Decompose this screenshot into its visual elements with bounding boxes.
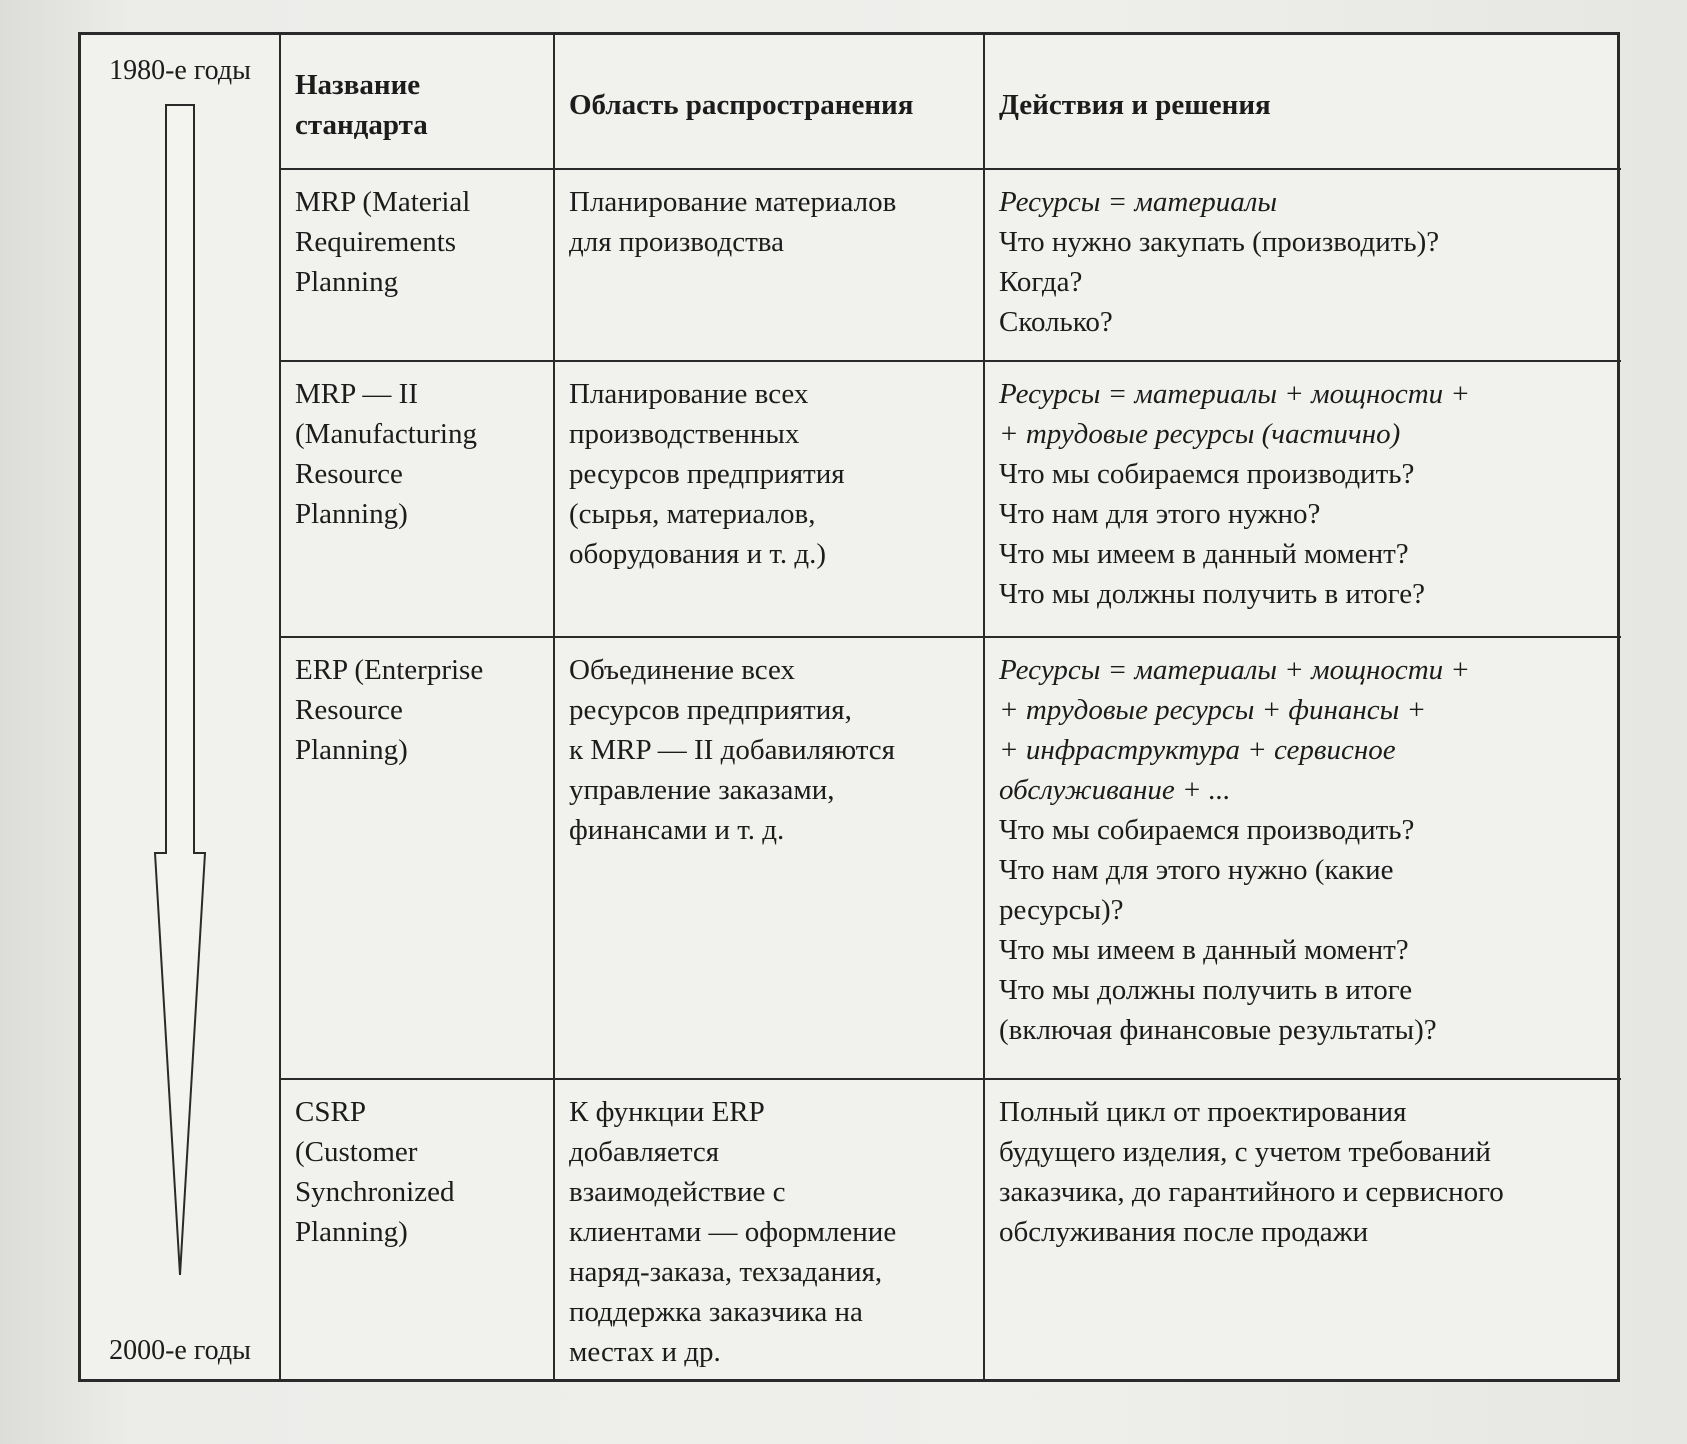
cell-actions: Полный цикл от проектирования будущего изделия, с учетом требований заказчика, до гарантийного и сервисного обслуживания после продажи [984,1079,1621,1379]
cell-standard-name: MRP (Material Requirements Planning [280,169,554,361]
cell-actions: Ресурсы = материалы + мощности + + трудовые ресурсы (частично) Что мы собираемся производить? Что нам для этого нужно? Что мы имеем в данный момент? Что мы должны получить в итоге? [984,361,1621,637]
cell-actions: Ресурсы = материалы + мощности + + трудовые ресурсы + финансы + + инфраструктура + сервисное обслуживание + ... Что мы собираемся производить? Что нам для этого нужно (какие ресурсы)? Что мы имеем в данный момент? Что мы должны получить в итоге (включая финансовые результаты)? [984,637,1621,1079]
header-scope: Область распространения [554,35,984,169]
standards-table [279,35,1621,1379]
timeline-down-arrow-icon [81,35,279,1379]
table-row-mrp [280,169,1621,361]
cell-scope: Объединение всех ресурсов предприятия, к MRP — II добавиляются управление заказами, финансами и т. д. [554,637,984,1079]
cell-standard-name: ERP (Enterprise Resource Planning) [280,637,554,1079]
cell-standard-name: CSRP (Customer Synchronized Planning) [280,1079,554,1379]
standards-figure [78,32,1620,1382]
table-header-row [280,35,1621,169]
table-row-csrp [280,1079,1621,1379]
table-row-mrp-ii [280,361,1621,637]
cell-scope: К функции ERP добавляется взаимодействие с клиентами — оформление наряд-заказа, техзадания, поддержка заказчика на местах и др. [554,1079,984,1379]
timeline [81,35,279,1379]
cell-scope: Планирование всех производственных ресурсов предприятия (сырья, материалов, оборудования и т. д.) [554,361,984,637]
cell-actions: Ресурсы = материалы Что нужно закупать (производить)? Когда? Сколько? [984,169,1621,361]
table-row-erp [280,637,1621,1079]
header-actions: Действия и решения [984,35,1621,169]
timeline-end-label: 2000-е годы [109,1335,251,1366]
header-standard-name: Название стандарта [280,35,554,169]
cell-standard-name: MRP — II (Manufacturing Resource Planning) [280,361,554,637]
timeline-start-label: 1980-е годы [109,55,251,86]
cell-scope: Планирование материалов для производства [554,169,984,361]
